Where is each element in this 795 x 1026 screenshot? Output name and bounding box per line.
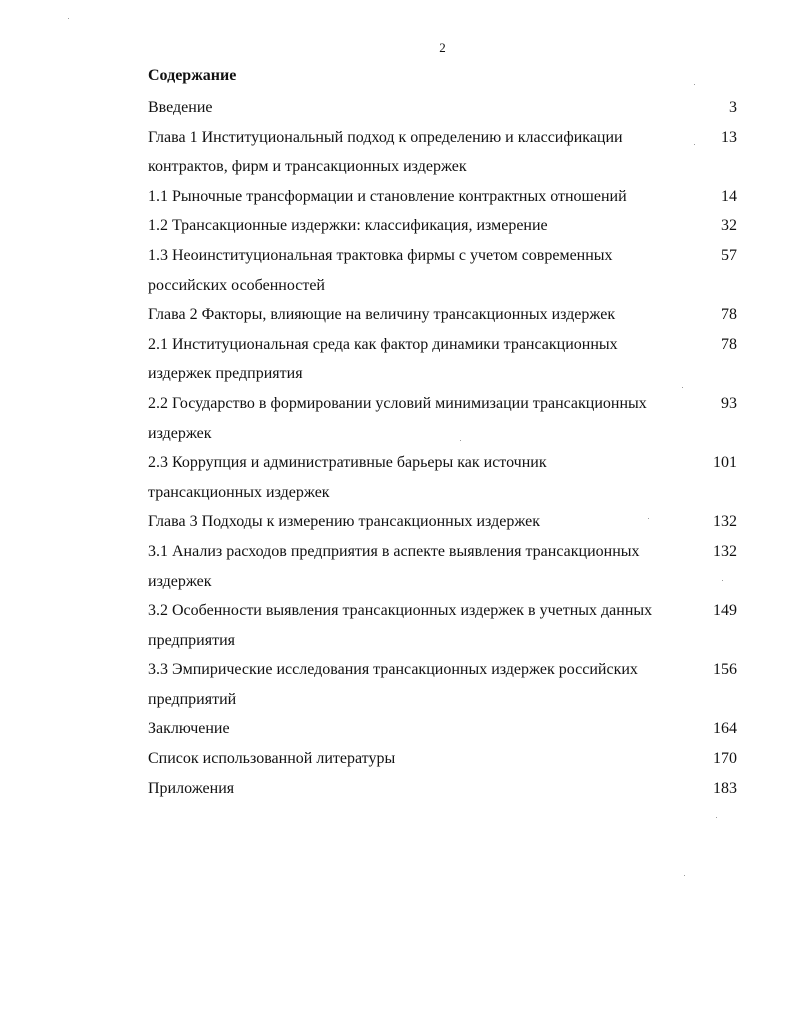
toc-entry [148, 241, 743, 300]
toc-entry [148, 123, 743, 182]
toc-entry-text: 3.3 Эмпирические исследования трансакционных издержек российских [148, 661, 638, 679]
toc-page-number: 78 [721, 306, 737, 324]
toc-entry-text: 1.1 Рыночные трансформации и становление контрактных отношений [148, 187, 627, 205]
toc-entry-text: Список использованной литературы [148, 750, 396, 768]
toc-entry-text: российских особенностей [148, 276, 325, 294]
scan-speck [722, 580, 723, 581]
toc-entry-text: предприятия [148, 631, 235, 649]
table-of-contents [148, 93, 743, 803]
toc-page-number: 170 [713, 750, 737, 768]
toc-page-number: 13 [721, 128, 737, 146]
page-number: 2 [439, 40, 446, 55]
toc-entry [148, 537, 743, 596]
toc-page-number: 32 [721, 217, 737, 235]
toc-entry-text: трансакционных издержек [148, 483, 330, 501]
toc-entry [148, 389, 743, 448]
toc-page-number: 78 [721, 335, 737, 353]
toc-entry [148, 211, 743, 241]
toc-entry-text: 2.2 Государство в формировании условий минимизации трансакционных [148, 394, 647, 412]
scan-speck [682, 387, 683, 388]
toc-entry [148, 596, 743, 655]
toc-page-number: 14 [721, 187, 737, 205]
toc-page-number: 132 [713, 542, 737, 560]
toc-entry-text: издержек [148, 572, 212, 590]
toc-entry-text: 1.3 Неоинституциональная трактовка фирмы с учетом современных [148, 246, 613, 264]
toc-entry-text: Глава 3 Подходы к измерению трансакционных издержек [148, 513, 541, 531]
toc-entry [148, 744, 743, 774]
toc-entry [148, 774, 743, 804]
toc-entry-text: контрактов, фирм и трансакционных издержек [148, 158, 467, 176]
toc-entry-text: Глава 2 Факторы, влияющие на величину трансакционных издержек [148, 306, 616, 324]
scan-speck [684, 875, 685, 876]
toc-page-number: 183 [713, 779, 737, 797]
scan-speck [460, 440, 461, 441]
scan-speck [68, 18, 69, 19]
toc-page-number: 101 [713, 454, 737, 472]
toc-entry-text: предприятий [148, 690, 237, 708]
toc-page-number: 3 [729, 99, 737, 116]
toc-page-number: 93 [721, 394, 737, 412]
toc-page-number: 164 [713, 720, 737, 738]
toc-entry [148, 655, 743, 714]
toc-entry-text: издержек [148, 424, 212, 442]
toc-entry-text: издержек предприятия [148, 365, 303, 383]
toc-page-number: 149 [713, 602, 737, 620]
toc-entry-text: 3.1 Анализ расходов предприятия в аспекте выявления трансакционных [148, 542, 640, 560]
toc-entry [148, 714, 743, 744]
scan-speck [694, 144, 695, 145]
toc-entry [148, 507, 743, 537]
toc-entry-text: 2.1 Институциональная среда как фактор динамики трансакционных [148, 335, 618, 353]
toc-entry-text: Заключение [148, 720, 230, 738]
toc-entry-text: Приложения [148, 779, 235, 797]
scan-speck [648, 518, 649, 519]
scan-speck [694, 84, 695, 85]
toc-entry [148, 182, 743, 212]
toc-page-number: 57 [721, 246, 737, 264]
toc-page-number: 156 [713, 661, 737, 679]
toc-entry-text: 1.2 Трансакционные издержки: классификация, измерение [148, 217, 548, 235]
toc-entry [148, 93, 743, 123]
toc-title: Содержание [148, 67, 237, 84]
toc-entry-text: Введение [148, 99, 213, 116]
toc-entry [148, 448, 743, 507]
toc-page-number: 132 [713, 513, 737, 531]
toc-entry-text: Глава 1 Институциональный подход к определению и классификации [148, 128, 623, 146]
toc-entry [148, 330, 743, 389]
toc-entry-text: 3.2 Особенности выявления трансакционных издержек в учетных данных [148, 602, 653, 620]
toc-entry [148, 300, 743, 330]
toc-entry-text: 2.3 Коррупция и административные барьеры как источник [148, 454, 547, 472]
scan-speck [716, 817, 717, 818]
